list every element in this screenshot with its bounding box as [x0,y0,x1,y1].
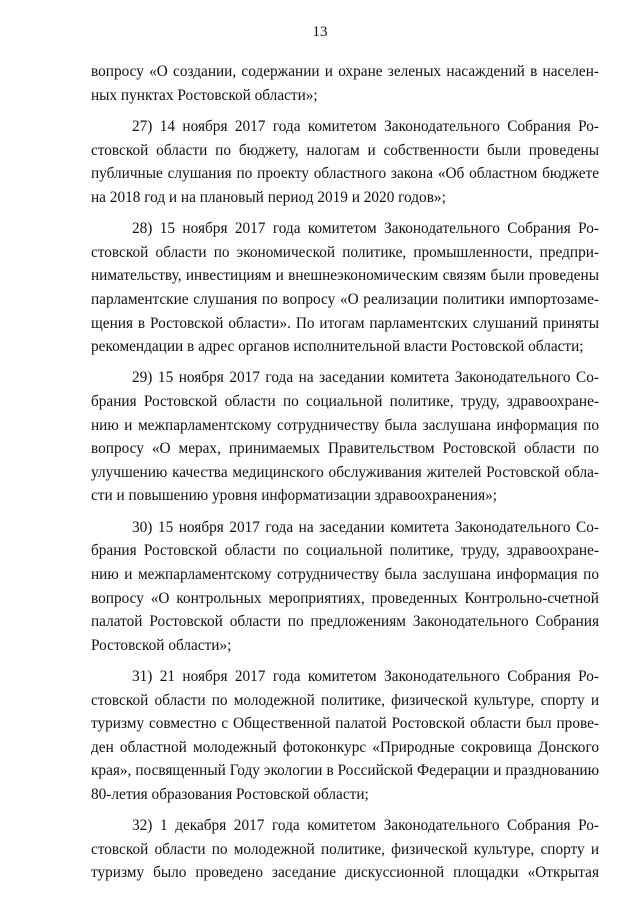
text-line: ден областной молодежный фотоконкурс «Природные сокровища Донского [91,739,599,756]
text-line: ных пунктах Ростовской области»; [91,87,318,104]
text-line: нию и межпарламентскому сотрудничеству была заслушана информация по [91,566,599,583]
text-line: нимательству, инвестициям и внешнеэкономическим связям были проведены [91,267,599,284]
text-line: публичные слушания по проекту областного закона «Об областном бюджете [91,165,599,182]
text-line: парламентские слушания по вопросу «О реализации политики импортозаме- [91,291,599,308]
text-line: края», посвященный Году экологии в Российской Федерации и празднованию [91,762,599,779]
text-line: 29) 15 ноября 2017 года на заседании комитета Законодательного Со- [132,369,599,386]
text-line: улучшению качества медицинского обслуживания жителей Ростовской обла- [91,464,599,481]
text-line: сти и повышению уровня информатизации здравоохранения»; [91,487,498,504]
text-line: 32) 1 декабря 2017 года комитетом Законодательного Собрания Ро- [132,817,599,834]
text-line: Ростовской области»; [91,637,232,654]
text-line: туризму было проведено заседание дискуссионной площадки «Открытая [91,864,599,881]
text-line: туризму совместно с Общественной палатой Ростовской области был прове- [91,715,599,732]
text-line: нию и межпарламентскому сотрудничеству была заслушана информация по [91,417,599,434]
text-line: палатой Ростовской области по предложениям Законодательного Собрания [91,613,599,630]
text-line: 80-летия образования Ростовской области; [91,786,369,803]
text-line: брания Ростовской области по социальной политике, труду, здравоохране- [91,542,599,559]
text-line: 30) 15 ноября 2017 года на заседании комитета Законодательного Со- [132,519,599,536]
text-line: 28) 15 ноября 2017 года комитетом Законодательного Собрания Ро- [132,220,599,237]
page-number: 13 [312,24,328,40]
text-line: вопросу «О мерах, принимаемых Правительством Ростовской области по [91,440,599,457]
text-line: стовской области по молодежной политике, физической культуре, спорту и [91,692,599,709]
text-line: 31) 21 ноября 2017 года комитетом Законодательного Собрания Ро- [132,668,599,685]
text-line: вопросу «О создании, содержании и охране зеленых насаждений в населен- [91,63,599,80]
text-line: вопросу «О контрольных мероприятиях, проведенных Контрольно-счетной [91,590,599,607]
text-line: 27) 14 ноября 2017 года комитетом Законодательного Собрания Ро- [132,118,599,135]
text-line: на 2018 год и на плановый период 2019 и 2020 годов»; [91,189,446,206]
text-line: стовской области по бюджету, налогам и собственности были проведены [91,142,599,159]
text-line: щения в Ростовской области». По итогам парламентских слушаний приняты [91,315,599,332]
text-line: рекомендации в адрес органов исполнительной власти Ростовской области; [91,338,584,355]
text-line: брания Ростовской области по социальной политике, труду, здравоохране- [91,393,599,410]
text-line: стовской области по молодежной политике, физической культуре, спорту и [91,841,599,858]
text-line: стовской области по экономической политике, промышленности, предпри- [91,244,599,261]
